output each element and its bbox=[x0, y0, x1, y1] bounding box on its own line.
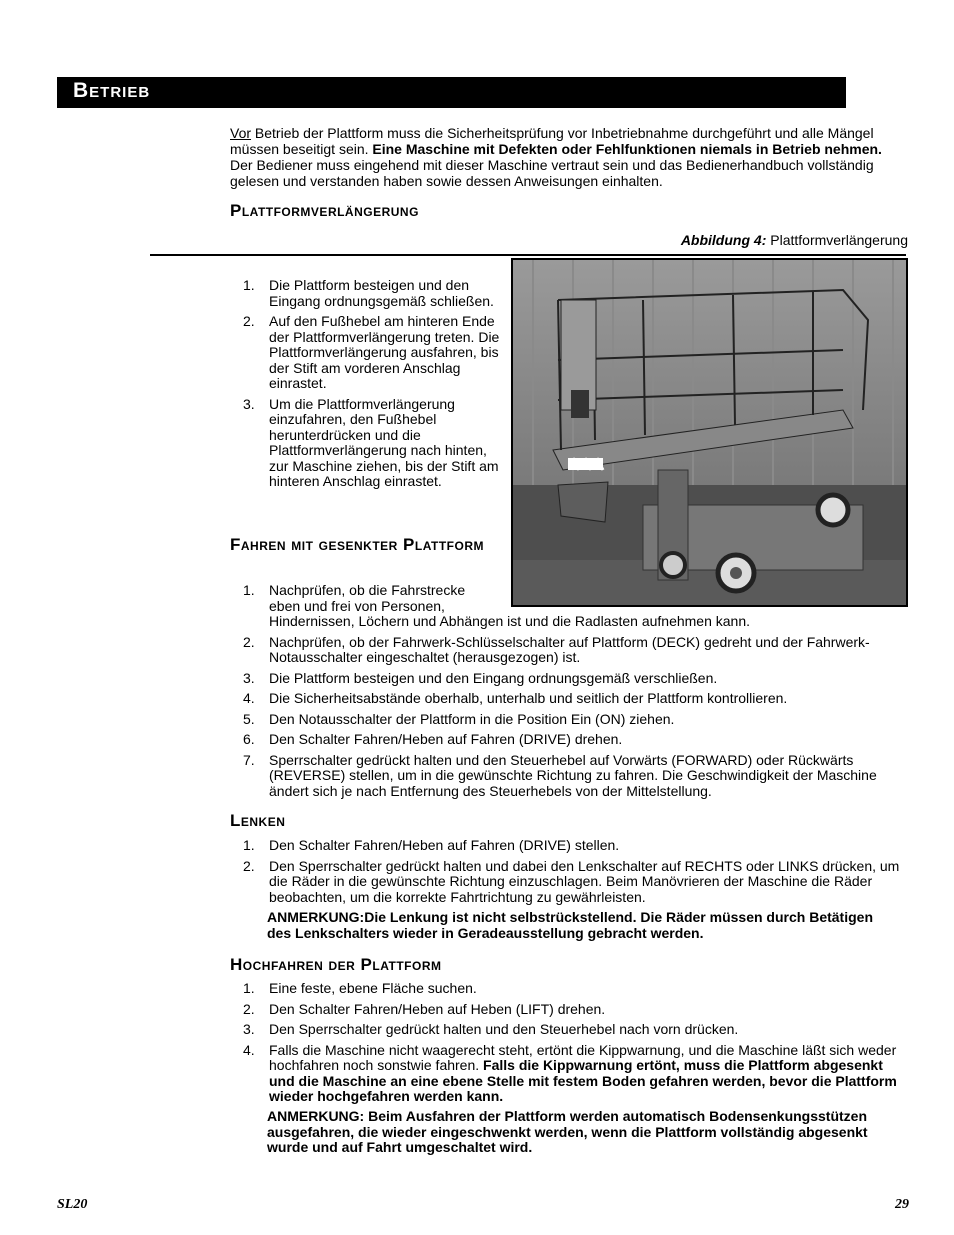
drive-step-1-line-2: eben und frei von Personen, bbox=[269, 597, 445, 614]
lift-step-2: Den Schalter Fahren/Heben auf Heben (LIFT) drehen. bbox=[269, 1000, 606, 1017]
heading-drive: Fahren mit gesenkter Plattform bbox=[230, 535, 484, 554]
drive-steps bbox=[230, 583, 910, 804]
extension-steps bbox=[230, 278, 500, 495]
footer-page-number: 29 bbox=[895, 1197, 909, 1212]
list-item: 2. Nachprüfen, ob der Fahrwerk-Schlüsselschalter auf Plattform (DECK) gedreht und der Fahrwerk-Notausschalter eingeschaltet (herausgezogen) ist. bbox=[243, 633, 870, 665]
intro-underlined: Vor bbox=[230, 125, 252, 141]
intro-warning: Eine Maschine mit Defekten oder Fehlfunktionen niemals in Betrieb nehmen. bbox=[372, 141, 882, 157]
figure-label: Abbildung 4: bbox=[680, 232, 767, 248]
list-item: 1. Nachprüfen, ob die Fahrstrecke eben und frei von Personen, Hindernissen, Löchern und Abhängen ist und die Radlasten aufnehmen kann. bbox=[230, 583, 910, 630]
lift-note: ANMERKUNG: Beim Ausfahren der Plattform werden automatisch Bodensenkungsstützen ausgefahren, die wieder eingeschwenkt werden, wenn die Plattform vollständig abgesenkt wurde und auf Fahrt umgeschaltet wird. bbox=[267, 1108, 868, 1155]
list-item: 5. Den Notausschalter der Plattform in die Position Ein (ON) ziehen. bbox=[243, 710, 675, 727]
list-item: 1. Eine feste, ebene Fläche suchen. bbox=[243, 980, 477, 996]
drive-step-5: Den Notausschalter der Plattform in die Position Ein (ON) ziehen. bbox=[269, 710, 675, 727]
intro-paragraph bbox=[230, 125, 906, 189]
list-item: 2. Den Sperrschalter gedrückt halten und dabei den Lenkschalter auf RECHTS oder LINKS drücken, um die Räder in die gewünschte Richtung einzuschlagen. Beim Manövrieren der Maschine die Räder beobachten, um die korrekte Fahrtrichtung zu gewährleisten. bbox=[243, 857, 900, 905]
drive-step-1-line-3: Hindernissen, Löchern und Abhängen ist und die Radlasten aufnehmen kann. bbox=[269, 613, 751, 629]
drive-step-1-line-1: Nachprüfen, ob die Fahrstrecke bbox=[269, 582, 466, 598]
platform-photo-illustration bbox=[513, 260, 906, 605]
steer-step-2: Den Sperrschalter gedrückt halten und dabei den Lenkschalter auf RECHTS oder LINKS drücken, um die Räder in die gewünschte Richtung einzuschlagen. Beim Manövrieren der Maschine die Räder beobachten, um die korrekte Fahrtrichtung zu gewährleisten. bbox=[269, 857, 900, 905]
platform-photo bbox=[511, 258, 908, 607]
lift-step-4-text: Falls die Maschine nicht waagerecht steht, ertönt die Kippwarnung, und die Maschine läßt sich weder hochfahren noch sonstwie fahren. bbox=[269, 1041, 897, 1073]
list-item: 3. Den Sperrschalter gedrückt halten und den Steuerhebel nach vorn drücken. bbox=[243, 1021, 739, 1037]
list-item: 1. Die Plattform besteigen und den Eingang ordnungsgemäß schließen. bbox=[243, 277, 494, 309]
heading-steer: Lenken bbox=[230, 811, 286, 830]
drive-step-7: Sperrschalter gedrückt halten und den Steuerhebel auf Vorwärts (FORWARD) oder Rückwärts (REVERSE) stellen, um in die gewünschte Richtung zu fahren. Die Geschwindigkeit der Maschine ändert sich je nach Entfernung des Steuerhebels von der Mittelstellung. bbox=[269, 751, 877, 799]
list-item: 3. Um die Plattformverlängerung einzufahren, den Fußhebel herunterdrücken und die Plattformverlängerung nach hinten, zur Maschine ziehen, bis der Stift am hinteren Anschlag einrastet. bbox=[243, 395, 499, 489]
intro-text-1: Betrieb der Plattform muss die Sicherheitsprüfung vor Inbetriebnahme durchgeführt und alle Mängel müssen beseitigt sein. bbox=[230, 125, 874, 157]
footer-model: SL20 bbox=[57, 1197, 88, 1212]
drive-step-3: Die Plattform besteigen und den Eingang ordnungsgemäß verschließen. bbox=[269, 669, 718, 686]
drive-step-4: Die Sicherheitsabstände oberhalb, unterhalb und seitlich der Plattform kontrollieren. bbox=[269, 690, 788, 706]
heading-extension: Plattformverlängerung bbox=[230, 201, 419, 220]
steer-steps bbox=[230, 838, 910, 910]
list-item: 1. Den Schalter Fahren/Heben auf Fahren (DRIVE) stellen. bbox=[243, 837, 620, 853]
divider-rule bbox=[150, 254, 906, 256]
section-header-bar bbox=[57, 77, 846, 108]
extension-step-2: Auf den Fußhebel am hinteren Ende der Plattformverlängerung treten. Die Plattformverlängerung ausfahren, bis der Stift am vorderen Anschlag einrastet. bbox=[269, 313, 500, 391]
list-item: 7. Sperrschalter gedrückt halten und den Steuerhebel auf Vorwärts (FORWARD) oder Rückwärts (REVERSE) stellen, um in die gewünschte Richtung zu fahren. Die Geschwindigkeit der Maschine ändert sich je nach Entfernung des Steuerhebels von der Mittelstellung. bbox=[243, 751, 877, 799]
drive-step-6: Den Schalter Fahren/Heben auf Fahren (DRIVE) drehen. bbox=[269, 731, 623, 747]
lift-step-1: Eine feste, ebene Fläche suchen. bbox=[269, 980, 477, 996]
list-item: 6. Den Schalter Fahren/Heben auf Fahren (DRIVE) drehen. bbox=[243, 731, 623, 747]
intro-text-2: Der Bediener muss eingehend mit dieser Maschine vertraut sein und das Bedienerhandbuch vollständig gelesen und verstanden haben sowie dessen Anweisungen einhalten. bbox=[230, 157, 874, 189]
section-title: Betrieb bbox=[73, 79, 151, 102]
figure-caption bbox=[681, 232, 908, 248]
list-item: 2. Den Schalter Fahren/Heben auf Heben (LIFT) drehen. bbox=[243, 1000, 606, 1017]
list-item: 4. Die Sicherheitsabstände oberhalb, unterhalb und seitlich der Plattform kontrollieren. bbox=[243, 690, 788, 706]
list-item: 4. Falls die Maschine nicht waagerecht steht, ertönt die Kippwarnung, und die Maschine läßt sich weder hochfahren noch sonstwie fahren. Falls die Kippwarnung ertönt, muss die Plattform abgesenkt und die Maschine an eine ebene Stelle mit festem Boden gefahren werden, bevor die Plattform wieder hochgefahren werden kann. bbox=[243, 1041, 897, 1104]
lift-step-4-warning: Falls die Kippwarnung ertönt, muss die Plattform abgesenkt und die Maschine an eine ebene Stelle mit festem Boden gefahren werden, bevor die Plattform wieder hochgefahren werden kann. bbox=[269, 1057, 897, 1104]
lift-steps bbox=[230, 981, 910, 1110]
list-item: 3. Die Plattform besteigen und den Eingang ordnungsgemäß verschließen. bbox=[243, 669, 718, 686]
figure-title: Plattformverlängerung bbox=[770, 232, 908, 248]
heading-lift: Hochfahren der Plattform bbox=[230, 955, 442, 974]
lift-step-3: Den Sperrschalter gedrückt halten und den Steuerhebel nach vorn drücken. bbox=[269, 1021, 739, 1037]
steer-note: ANMERKUNG:Die Lenkung ist nicht selbstrückstellend. Die Räder müssen durch Betätigen des Lenkschalters wieder in Geradeausstellung gebracht werden. bbox=[267, 909, 873, 941]
drive-step-2: Nachprüfen, ob der Fahrwerk-Schlüsselschalter auf Plattform (DECK) gedreht und der Fahrwerk-Notausschalter eingeschaltet (herausgezogen) ist. bbox=[269, 633, 870, 665]
extension-step-3: Um die Plattformverlängerung einzufahren, den Fußhebel herunterdrücken und die Plattformverlängerung nach hinten, zur Maschine ziehen, bis der Stift am hinteren Anschlag einrastet. bbox=[269, 395, 499, 489]
steer-step-1: Den Schalter Fahren/Heben auf Fahren (DRIVE) stellen. bbox=[269, 837, 620, 853]
list-item: 2. Auf den Fußhebel am hinteren Ende der Plattformverlängerung treten. Die Plattformverlängerung ausfahren, bis der Stift am vorderen Anschlag einrastet. bbox=[243, 313, 500, 391]
extension-step-1: Die Plattform besteigen und den Eingang ordnungsgemäß schließen. bbox=[269, 277, 494, 309]
